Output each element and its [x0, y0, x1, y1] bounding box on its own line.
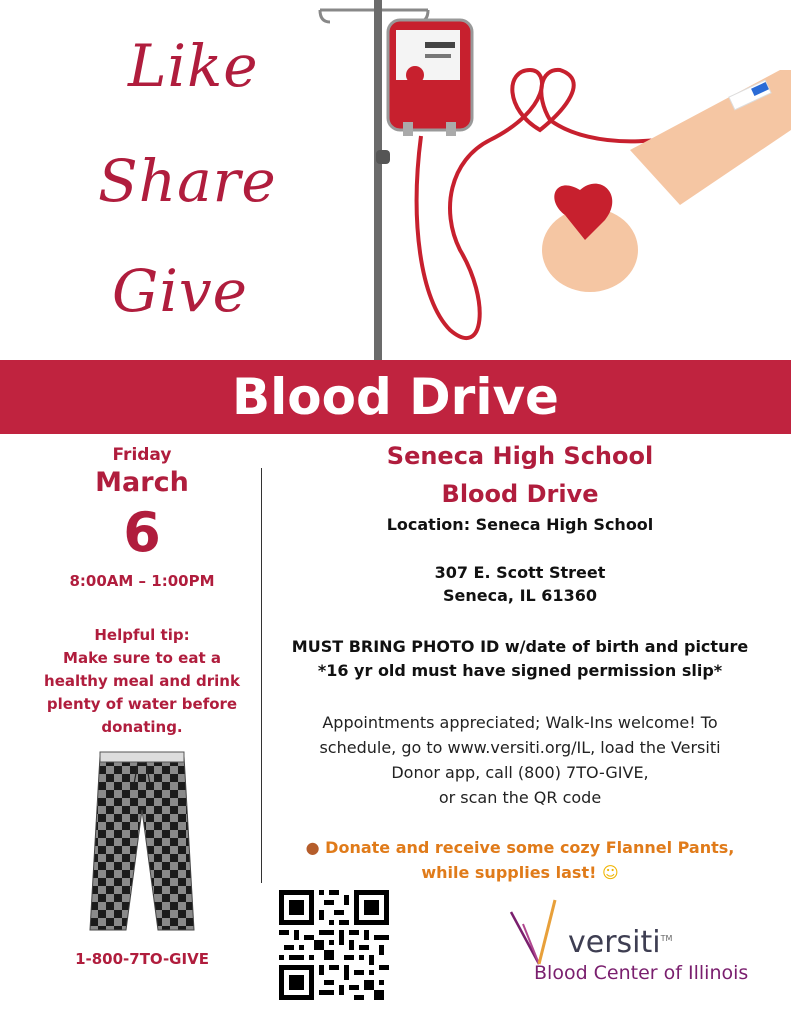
tip-line: Make sure to eat a [63, 649, 221, 667]
tagline-share: Share [98, 147, 277, 215]
city-address: Seneca, IL 61360 [443, 586, 597, 605]
column-divider [261, 468, 262, 883]
tip-line: healthy meal and drink [44, 672, 240, 690]
promo-line2 [270, 860, 770, 886]
blood-bag-illustration [300, 0, 791, 360]
smile-icon: ☺ [601, 863, 619, 882]
event-day: Friday [112, 445, 172, 465]
qr-code [279, 890, 389, 1000]
flannel-pants-image [82, 750, 202, 935]
versiti-logo-subtitle: Blood Center of Illinois [534, 962, 749, 984]
trademark: TM [660, 934, 673, 943]
tagline-give: Give [112, 257, 248, 325]
tip-line: donating. [101, 718, 183, 736]
versiti-wordmark: versiti [568, 925, 661, 960]
drive-title-line1: Seneca High School [386, 442, 654, 470]
promo-line1 [270, 835, 770, 861]
appointments-line: Donor app, call (800) 7TO-GIVE, [391, 763, 649, 782]
appointments-line: Appointments appreciated; Walk-Ins welcome! To [322, 713, 718, 732]
tip-line: plenty of water before [46, 695, 238, 713]
tip-heading: Helpful tip: [94, 626, 190, 644]
banner-title: Blood Drive [232, 368, 559, 426]
drive-title-line2: Blood Drive [441, 480, 599, 508]
photo-id-requirement: MUST BRING PHOTO ID w/date of birth and picture [291, 637, 749, 656]
tagline-like: Like [128, 32, 259, 100]
event-month: March [95, 467, 189, 498]
promo-text-2: while supplies last! [421, 863, 597, 882]
phone-number: 1-800-7TO-GIVE [75, 950, 209, 968]
versiti-logo-mark [505, 898, 567, 966]
appointments-line: schedule, go to www.versiti.org/IL, load the Versiti [319, 738, 721, 757]
promo-text: Donate and receive some cozy Flannel Pants, [325, 838, 735, 857]
permission-slip-note: *16 yr old must have signed permission slip* [317, 661, 723, 680]
location-label: Location: Seneca High School [386, 515, 654, 534]
event-date: 6 [123, 501, 161, 564]
street-address: 307 E. Scott Street [434, 563, 606, 582]
appointments-line: or scan the QR code [438, 788, 602, 807]
teddy-bear-icon: ● [305, 838, 320, 857]
event-time: 8:00AM – 1:00PM [69, 572, 215, 590]
versiti-logo-name [568, 925, 672, 960]
